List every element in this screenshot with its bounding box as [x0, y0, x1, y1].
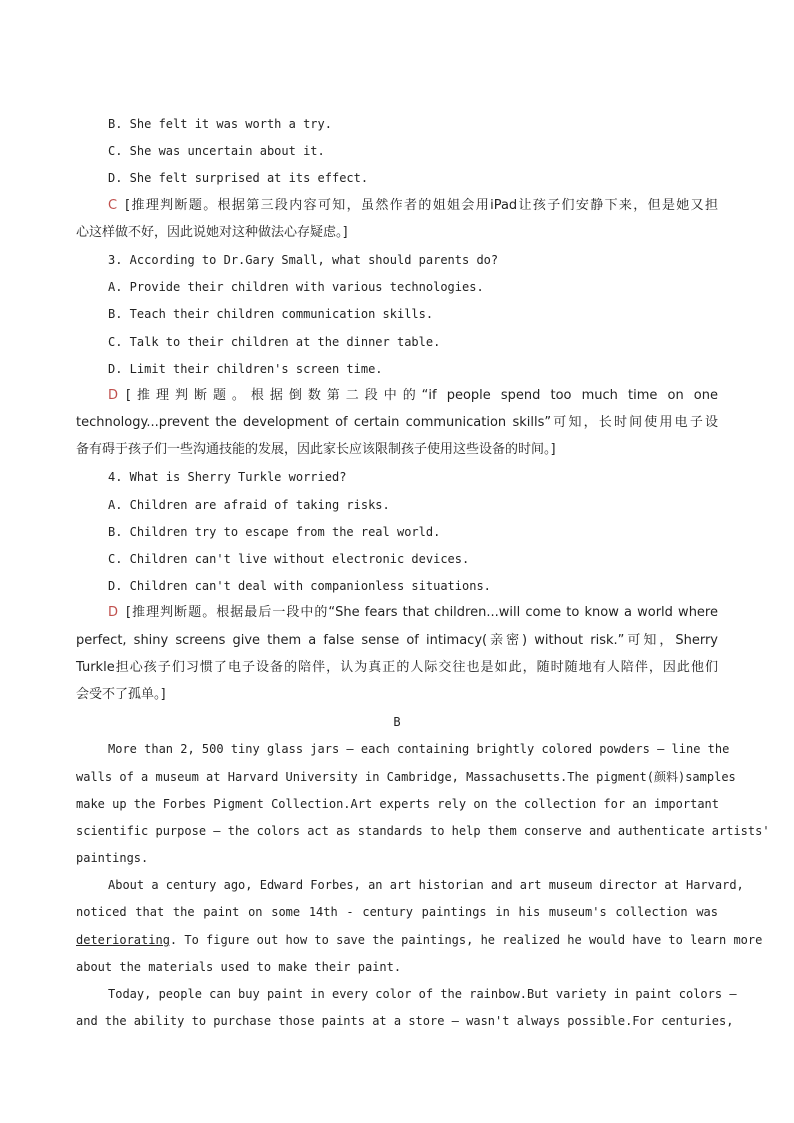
section-heading: B: [393, 715, 401, 730]
q3-answer-letter: D: [108, 387, 119, 403]
q4-answer-line-4: 会受不了孤单。]: [76, 686, 166, 702]
q2-answer-letter: C: [108, 197, 118, 213]
passage-p1-line-3: make up the Forbes Pigment Collection.Art experts rely on the collection for an important: [76, 796, 719, 811]
passage-p2-line-3: [76, 930, 763, 957]
q3-answer-line-2: technology...prevent the development of certain communication skills”可知，长时间使用电子设: [76, 415, 718, 431]
document-page: [76, 114, 770, 1038]
q4-answer-line-1: [76, 603, 718, 630]
q4-question: 4. What is Sherry Turkle worried?: [108, 470, 347, 485]
q3-option-d: D. Limit their children's screen time.: [108, 361, 383, 376]
passage-p1-line-4: scientific purpose — the colors act as standards to help them conserve and authenticate artists': [76, 823, 770, 838]
q3-option-c: C. Talk to their children at the dinner table.: [108, 334, 441, 349]
q4-answer-line-3: Turkle担心孩子们习惯了电子设备的陪伴，认为真正的人际交往也是如此，随时随地有人陪伴，因此他们: [76, 659, 718, 675]
q4-option-b: B. Children try to escape from the real world.: [108, 524, 441, 539]
passage-p2-line-1: About a century ago, Edward Forbes, an art historian and art museum director at Harvard,: [108, 878, 744, 893]
q4-answer-line-2: perfect, shiny screens give them a false sense of intimacy(亲密) without risk.”可知，Sherry: [76, 632, 718, 648]
passage-p1-line-2: walls of a museum at Harvard University in Cambridge, Massachusetts.The pigment(颜料)samples: [76, 769, 736, 784]
q4-answer-letter: D: [108, 605, 119, 621]
passage-p3-line-2: and the ability to purchase those paints at a store — wasn't always possible.For centuries,: [76, 1014, 734, 1029]
q3-answer-line-3: 备有碍于孩子们一些沟通技能的发展，因此家长应该限制孩子使用这些设备的时间。]: [76, 442, 556, 458]
q2-answer-line-1: [76, 196, 718, 223]
q3-answer-line-1: [76, 386, 718, 413]
q3-option-b: B. Teach their children communication skills.: [108, 307, 434, 322]
q2-answer-text-1: [推理判断题。根据第三段内容可知，虽然作者的姐姐会用iPad让孩子们安静下来，但是她又担: [125, 197, 718, 213]
passage-p3-line-1: Today, people can buy paint in every color of the rainbow.But variety in paint colors —: [108, 987, 737, 1001]
q4-answer-text-1: [推理判断题。根据最后一段中的“She fears that children...will come to know a world where: [126, 605, 718, 621]
passage-p2-line-3-rest: . To figure out how to save the paintings, he realized he would have to learn more: [169, 932, 763, 947]
underlined-word: deteriorating: [76, 932, 170, 947]
passage-p1-line-5: paintings.: [76, 851, 149, 866]
q4-option-d: D. Children can't deal with companionless situations.: [108, 579, 491, 594]
q2-option-d: D. She felt surprised at its effect.: [108, 171, 369, 186]
q4-option-c: C. Children can't live without electronic devices.: [108, 552, 470, 566]
q2-answer-line-2: 心这样做不好，因此说她对这种做法心存疑虑。]: [76, 224, 348, 240]
q2-option-b: B. She felt it was worth a try.: [108, 117, 332, 131]
passage-p2-line-2: noticed that the paint on some 14th - century paintings in his museum's collection was: [76, 905, 718, 920]
passage-p2-line-4: about the materials used to make their paint.: [76, 959, 402, 974]
q3-option-a: A. Provide their children with various technologies.: [108, 280, 484, 295]
q4-option-a: A. Children are afraid of taking risks.: [108, 497, 390, 512]
q3-answer-text-1: [推理判断题。根据倒数第二段中的“if people spend too much time on one: [126, 387, 718, 403]
q3-question: 3. According to Dr.Gary Small, what should parents do?: [108, 252, 499, 267]
passage-p1-line-1: More than 2, 500 tiny glass jars — each containing brightly colored powders — line the: [108, 742, 730, 757]
q2-option-c: C. She was uncertain about it.: [108, 144, 325, 159]
